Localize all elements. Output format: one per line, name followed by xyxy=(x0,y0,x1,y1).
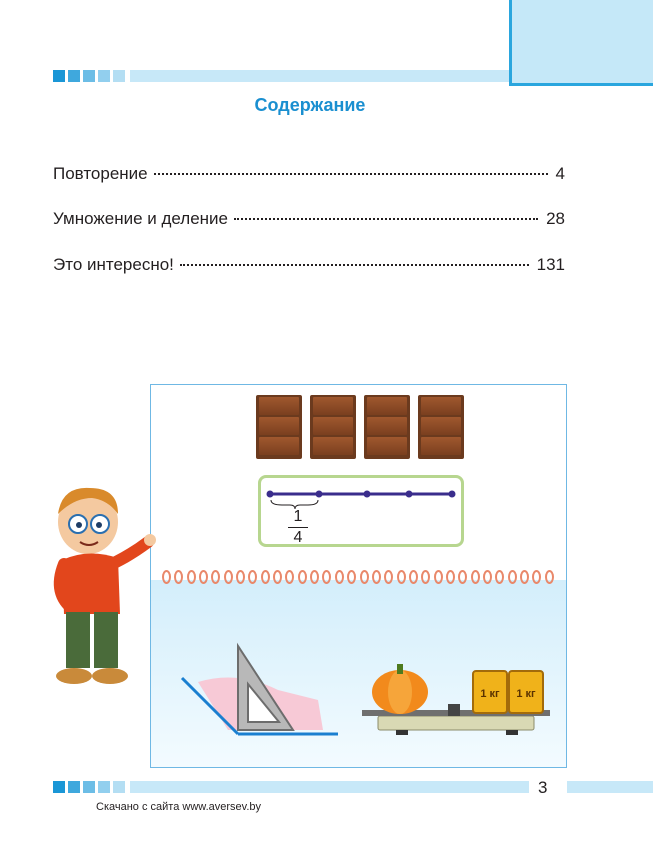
toc-entry-page: 28 xyxy=(546,209,565,228)
toc-entry[interactable] xyxy=(53,209,565,233)
chocolate-bar-icon xyxy=(418,395,464,459)
toc-entry-page: 131 xyxy=(536,255,565,274)
weight-icon xyxy=(472,670,508,714)
fraction-denominator: 4 xyxy=(293,529,303,546)
header-band-squares xyxy=(53,70,128,82)
header-band-bar xyxy=(130,70,509,82)
toc-entry-label: Умножение и деление xyxy=(53,209,229,228)
footer-band-bar xyxy=(130,781,529,793)
toc-leader-dots xyxy=(180,264,529,266)
page-title: Содержание xyxy=(254,95,366,115)
source-footer-text: Скачано с сайта www.aversev.by xyxy=(96,801,262,813)
chocolate-bar-icon xyxy=(364,395,410,459)
chocolate-bar-icon xyxy=(310,395,356,459)
weight-label: 1 кг xyxy=(516,688,536,700)
fraction-label xyxy=(288,508,308,547)
corner-decoration xyxy=(509,0,653,86)
toc-leader-dots xyxy=(154,173,548,175)
boy-character-illustration xyxy=(48,484,160,688)
set-square-icon xyxy=(178,640,343,740)
page-number: 3 xyxy=(538,778,548,797)
toc-entry-label: Это интересно! xyxy=(53,255,174,274)
notebook-spiral-icon xyxy=(162,570,554,584)
chocolate-bar-icon xyxy=(256,395,302,459)
toc-entry[interactable] xyxy=(53,255,565,279)
footer-band-bar-right xyxy=(567,781,653,793)
toc-entry-label: Повторение xyxy=(53,164,148,183)
weight-label: 1 кг xyxy=(480,688,500,700)
fraction-numerator: 1 xyxy=(293,508,303,525)
toc-entry[interactable] xyxy=(53,164,565,188)
number-line-icon xyxy=(262,486,462,510)
weight-icon xyxy=(508,670,544,714)
toc-entry-page: 4 xyxy=(555,164,565,183)
footer-band-squares xyxy=(53,781,128,793)
toc-leader-dots xyxy=(234,218,538,220)
